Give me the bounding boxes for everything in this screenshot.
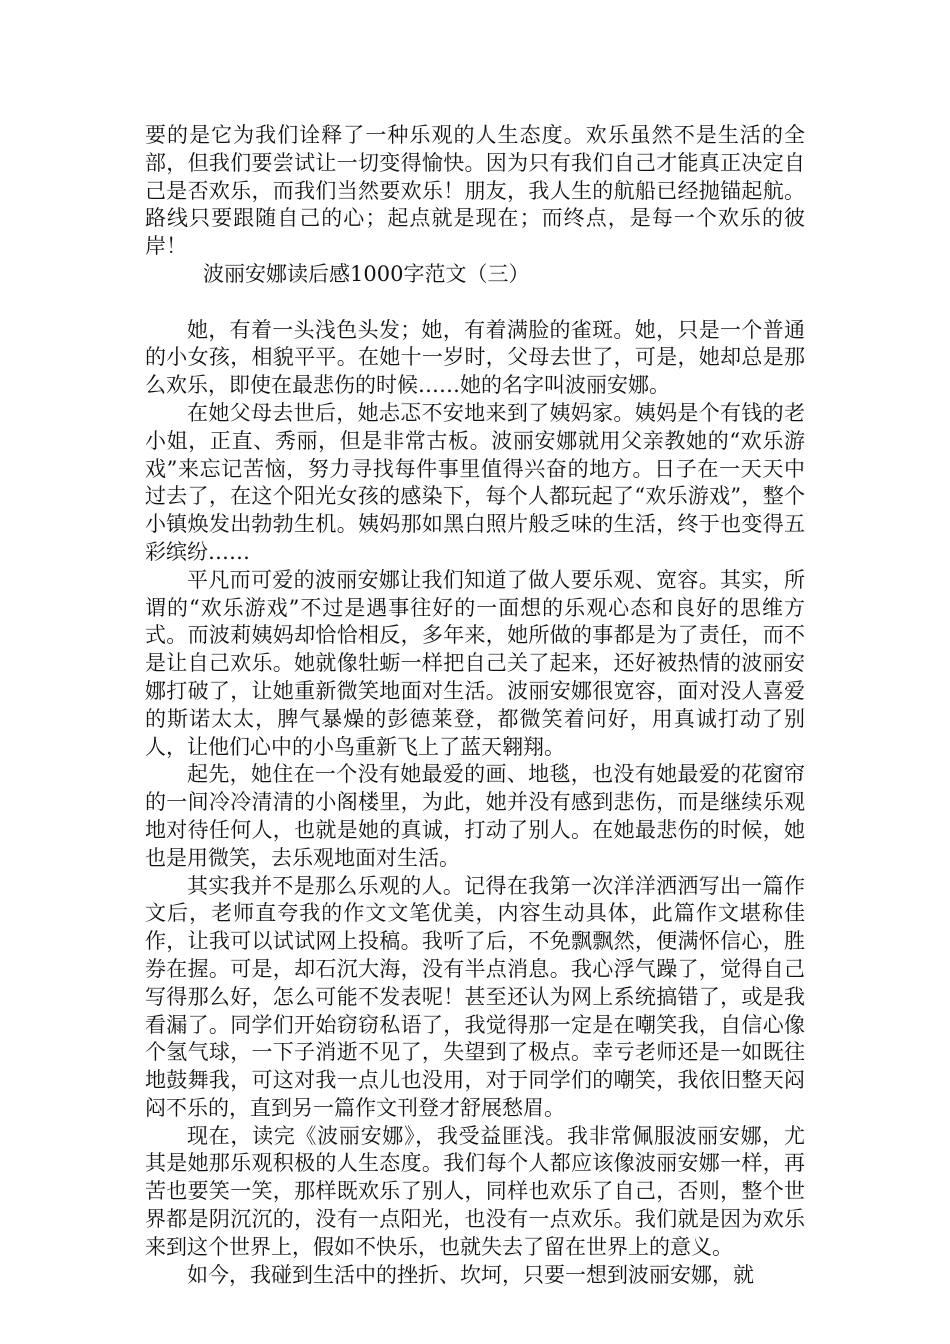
- blank-line: [145, 289, 805, 317]
- paragraph-3: 平凡而可爱的波丽安娜让我们知道了做人要乐观、宽容。其实，所谓的“欢乐游戏”不过是遇事往好的一面想的乐观心态和良好的思维方式。而波莉姨妈却恰恰相反，多年来，她所做的事都是为了责任，而不是让自己欢乐。她就像牡蛎一样把自己关了起来，还好被热情的波丽安娜打破了，让她重新微笑地面对生活。波丽安娜很宽容，面对没人喜爱的斯诺太太，脾气暴燥的彭德莱登，都微笑着问好，用真诚打动了别人，让他们心中的小鸟重新飞上了蓝天翱翔。: [145, 567, 805, 759]
- paragraph-2: 在她父母去世后，她忐忑不安地来到了姨妈家。姨妈是个有钱的老小姐，正直、秀丽，但是非常古板。波丽安娜就用父亲教她的“欢乐游戏”来忘记苦恼，努力寻找每件事里值得兴奋的地方。日子在一天天中过去了，在这个阳光女孩的感染下，每个人都玩起了“欢乐游戏”，整个小镇焕发出勃勃生机。姨妈那如黑白照片般乏味的生活，终于也变得五彩缤纷……: [145, 400, 805, 564]
- paragraph-7-partial: 如今，我碰到生活中的挫折、坎坷，只要一想到波丽安娜，就: [187, 1262, 754, 1287]
- paragraph-6: 现在，读完《波丽安娜》，我受益匪浅。我非常佩服波丽安娜，尤其是她那乐观积极的人生态度。我们每个人都应该像波丽安娜一样，再苦也要笑一笑，那样既欢乐了别人，同样也欢乐了自己，否则，整个世界都是阴沉沉的，没有一点阳光，也没有一点欢乐。我们就是因为欢乐来到这个世界上，假如不快乐，也就失去了留在世界上的意义。: [145, 1123, 805, 1259]
- intro-paragraph: 要的是它为我们诠释了一种乐观的人生态度。欢乐虽然不是生活的全部，但我们要尝试让一切变得愉快。因为只有我们自己才能真正决定自己是否欢乐，而我们当然要欢乐！朋友，我人生的航船已经抛锚起航。路线只要跟随自己的心；起点就是现在；而终点，是每一个欢乐的彼岸！: [145, 123, 805, 259]
- paragraph-1: 她，有着一头浅色头发；她，有着满脸的雀斑。她，只是一个普通的小女孩，相貌平平。在她十一岁时，父母去世了，可是，她却总是那么欢乐，即使在最悲伤的时候……她的名字叫波丽安娜。: [145, 317, 805, 398]
- paragraph-5: 其实我并不是那么乐观的人。记得在我第一次洋洋洒洒写出一篇作文后，老师直夸我的作文文笔优美，内容生动具体，此篇作文堪称佳作，让我可以试试网上投稿。我听了后，不免飘飘然，便满怀信心，胜券在握。可是，却石沉大海，没有半点消息。我心浮气躁了，觉得自己写得那么好，怎么可能不发表呢！甚至还认为网上系统搞错了，或是我看漏了。同学们开始窃窃私语了，我觉得那一定是在嘲笑我，自信心像个氢气球，一下子消逝不见了，失望到了极点。幸亏老师还是一如既往地鼓舞我，可这对我一点儿也没用，对于同学们的嘲笑，我依旧整天闷闷不乐的，直到另一篇作文刊登才舒展愁眉。: [145, 873, 805, 1120]
- section-title: 波丽安娜读后感1000字范文（三）: [203, 261, 530, 286]
- paragraph-4: 起先，她住在一个没有她最爱的画、地毯，也没有她最爱的花窗帘的一间冷冷清清的小阁楼里，为此，她并没有感到悲伤，而是继续乐观地对待任何人，也就是她的真诚，打动了别人。在她最悲伤的时候，她也是用微笑，去乐观地面对生活。: [145, 762, 805, 870]
- document-body: [145, 122, 805, 1289]
